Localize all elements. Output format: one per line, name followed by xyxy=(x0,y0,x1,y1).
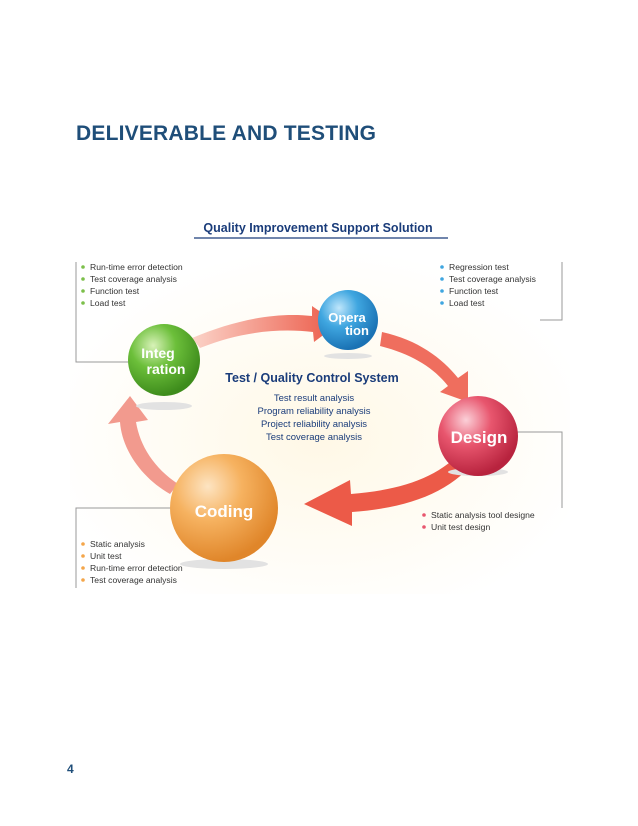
operation-list-item: Test coverage analysis xyxy=(449,274,536,284)
integration-label-line2: ration xyxy=(146,361,186,377)
coding-list-item: Static analysis xyxy=(90,539,145,549)
operation-list-item: Function test xyxy=(449,286,499,296)
operation-label-line1: Opera xyxy=(328,310,366,325)
operation-list-item: Regression test xyxy=(449,262,509,272)
quality-improvement-diagram xyxy=(70,208,570,594)
integration-list-item: Load test xyxy=(90,298,126,308)
page-heading: DELIVERABLE AND TESTING xyxy=(76,122,377,145)
center-title: Test / Quality Control System xyxy=(225,371,399,385)
operation-list-item: Load test xyxy=(449,298,485,308)
page-number: 4 xyxy=(67,762,74,776)
operation-label-line2: tion xyxy=(345,323,369,338)
center-item: Project reliability analysis xyxy=(260,419,368,430)
center-item: Test coverage analysis xyxy=(265,432,363,443)
coding-list-item: Unit test xyxy=(90,551,122,561)
integration-label-line1: Integ xyxy=(141,345,175,361)
center-item: Program reliability analysis xyxy=(257,406,371,417)
design-list-item: Static analysis tool designe xyxy=(431,510,535,520)
integration-list-item: Test coverage analysis xyxy=(90,274,177,284)
coding-list-item: Run-time error detection xyxy=(90,563,183,573)
coding-label: Coding xyxy=(194,502,254,521)
diagram-title: Quality Improvement Support Solution xyxy=(203,221,433,235)
design-label: Design xyxy=(450,428,508,447)
coding-list-item: Test coverage analysis xyxy=(90,575,177,585)
center-item: Test result analysis xyxy=(273,393,355,404)
design-list-item: Unit test design xyxy=(431,522,491,532)
integration-list-item: Function test xyxy=(90,286,140,296)
integration-list-item: Run-time error detection xyxy=(90,262,183,272)
